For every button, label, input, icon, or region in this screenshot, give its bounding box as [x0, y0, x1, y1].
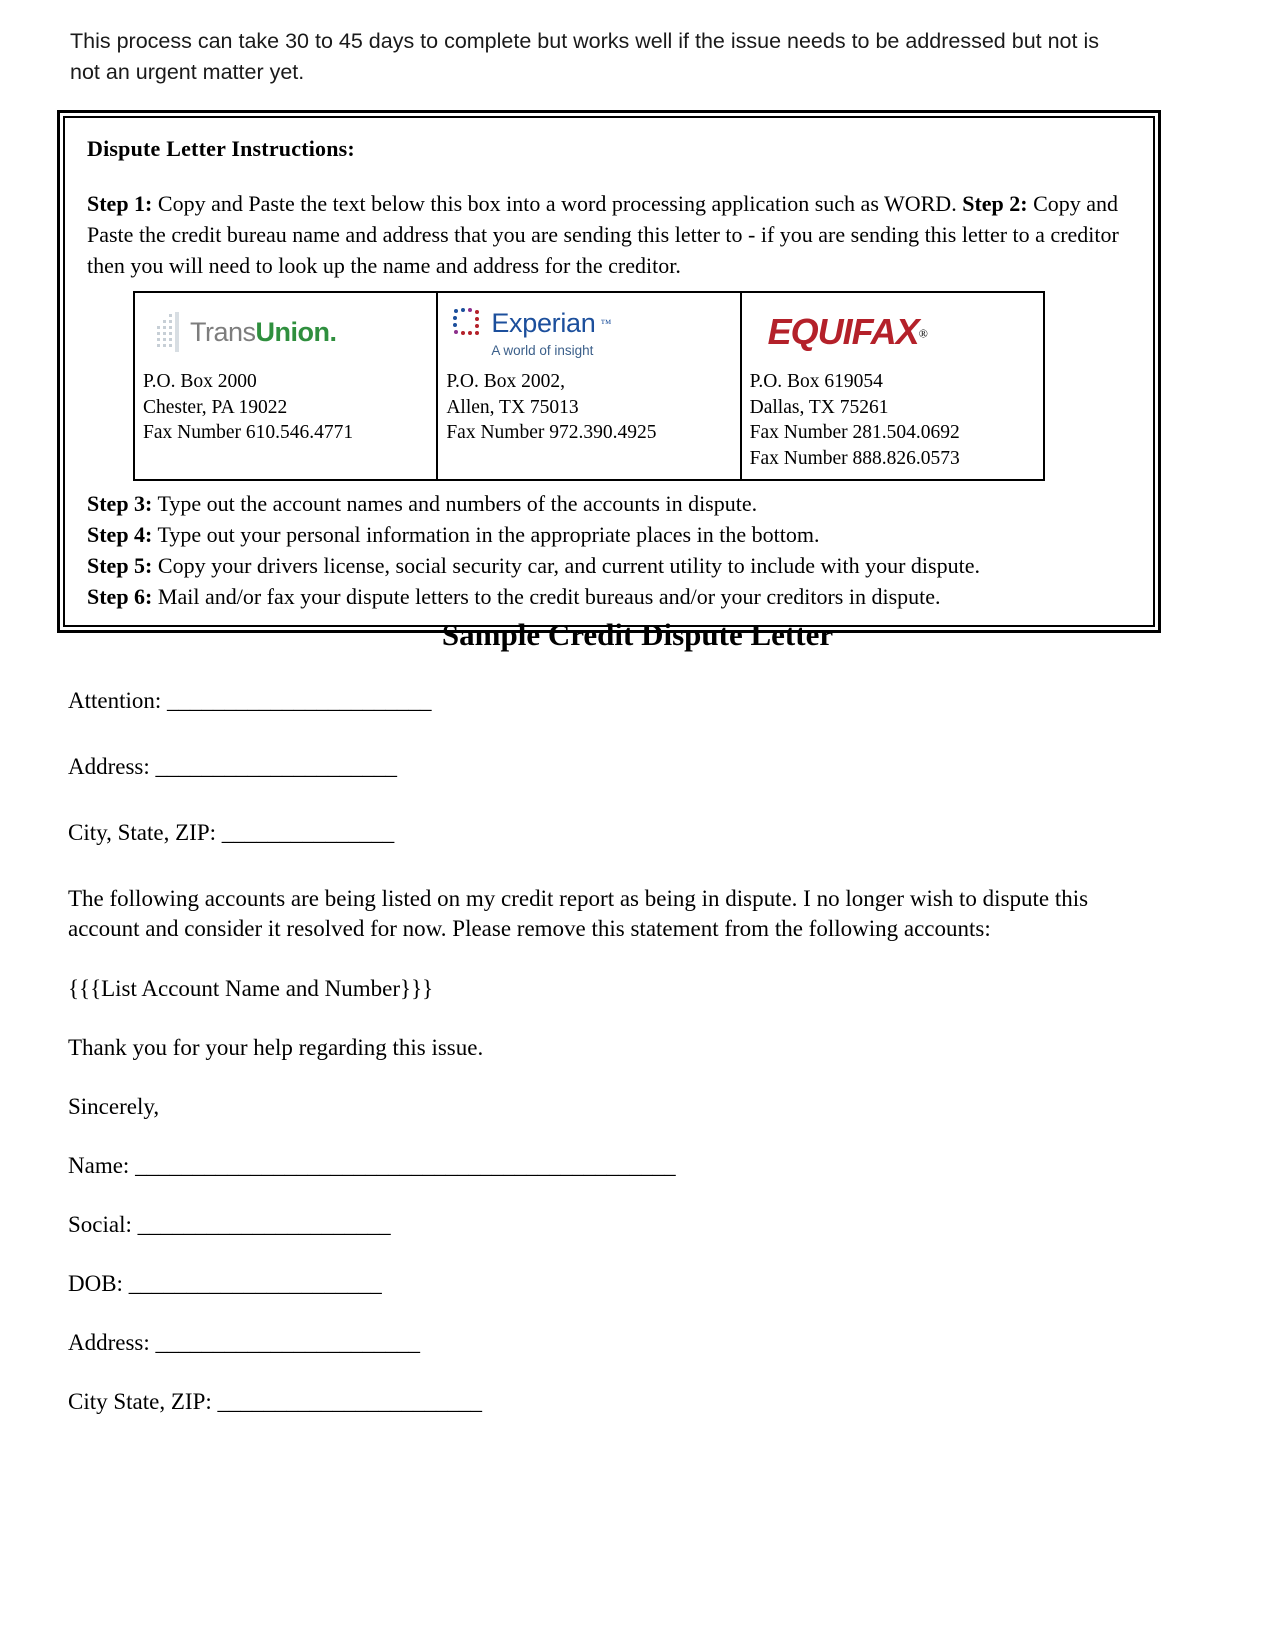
signature-social-label: Social: [68, 1212, 132, 1237]
instructions-step1-step2-paragraph [87, 188, 1131, 281]
letter-body-paragraph: The following accounts are being listed on my credit report as being in dispute. I no longer wish to dispute this account and consider it resolved for now. Please remove this statement from the following accounts: [68, 886, 1089, 941]
transunion-word-dot: . [329, 316, 337, 347]
bureau-address-line: P.O. Box 2002, [446, 371, 565, 392]
signature-name-label: Name: [68, 1153, 130, 1178]
step1-label: Step 1: [87, 191, 153, 216]
signature-address-label: Address: [68, 1330, 150, 1355]
step5-label: Step 5: [87, 553, 153, 578]
experian-tm-mark: ™ [600, 317, 612, 330]
experian-mark-icon [452, 307, 486, 341]
field-city-state-zip-blank[interactable]: _______________ [221, 820, 395, 845]
field-address [68, 752, 1108, 781]
bureau-address-line: P.O. Box 619054 [749, 371, 883, 392]
credit-bureau-table [133, 291, 1045, 481]
bureau-fax-line: Fax Number 281.504.0692 [749, 422, 960, 443]
bureau-address-line: Allen, TX 75013 [446, 396, 579, 418]
transunion-word-union: Union [255, 316, 330, 347]
letter-closing: Sincerely, [68, 1094, 160, 1119]
equifax-wordmark: EQUIFAX [767, 311, 919, 352]
equifax-logo [752, 303, 1035, 361]
signature-field-address [68, 1328, 1108, 1357]
field-city-state-zip-label: City, State, ZIP: [68, 820, 217, 845]
step4-label: Step 4: [87, 522, 153, 547]
field-attention-label: Attention: [68, 688, 162, 713]
instructions-step-4 [87, 518, 1131, 549]
signature-dob-label: DOB: [68, 1271, 123, 1296]
transunion-logo-wrap [145, 312, 337, 352]
step6-label: Step 6: [87, 584, 153, 609]
field-address-blank[interactable]: _____________________ [155, 754, 398, 779]
step5-text: Copy your drivers license, social security car, and current utility to include with your dispute. [152, 553, 980, 578]
instructions-step-6 [87, 580, 1131, 611]
field-attention-blank[interactable]: _______________________ [167, 688, 432, 713]
signature-city-state-zip-blank[interactable]: _______________________ [217, 1389, 482, 1414]
experian-logo [448, 303, 731, 361]
transunion-wordmark [190, 317, 337, 348]
transunion-mark-icon [157, 312, 183, 352]
account-placeholder: {{{List Account Name and Number}}} [68, 976, 434, 1001]
instructions-heading: Dispute Letter Instructions: [87, 136, 355, 161]
bureau-address-line: Dallas, TX 75261 [749, 396, 889, 418]
signature-name-blank[interactable]: _______________________________________________ [135, 1153, 676, 1178]
bureau-address-line: Chester, PA 19022 [143, 396, 288, 418]
step3-text: Type out the account names and numbers of the accounts in dispute. [152, 491, 758, 516]
transunion-word-trans: Trans [190, 316, 256, 347]
transunion-logo [145, 303, 428, 361]
equifax-registered-mark: ® [918, 326, 928, 341]
bureau-cell-experian [437, 292, 740, 480]
bureau-fax-line: Fax Number 610.546.4771 [143, 422, 354, 443]
field-attention [68, 686, 1108, 715]
table-row [134, 292, 1044, 480]
step2-label: Step 2: [962, 191, 1028, 216]
bureau-cell-equifax [741, 292, 1044, 480]
bureau-address-line: P.O. Box 2000 [143, 371, 257, 392]
signature-field-social [68, 1210, 1108, 1239]
instructions-step-3 [87, 487, 1131, 518]
letter-body [68, 686, 1108, 1446]
experian-logo-top [452, 307, 611, 341]
page-title: Sample Credit Dispute Letter [441, 617, 834, 652]
step2-text: Copy and Paste the credit bureau name and address that you are sending this letter to - if you are sending this letter to a creditor then you will need to look up the name and address for the creditor. [87, 191, 1119, 278]
field-address-label: Address: [68, 754, 150, 779]
step4-text: Type out your personal information in the appropriate places in the bottom. [152, 522, 820, 547]
experian-tagline: A world of insight [491, 342, 594, 358]
dispute-instructions-inner [63, 116, 1155, 627]
letter-thanks: Thank you for your help regarding this issue. [68, 1035, 484, 1060]
signature-social-blank[interactable]: ______________________ [137, 1212, 391, 1237]
signature-dob-blank[interactable]: ______________________ [128, 1271, 382, 1296]
bureau-cell-transunion [134, 292, 437, 480]
experian-wordmark: Experian [491, 308, 596, 338]
intro-paragraph: This process can take 30 to 45 days to complete but works well if the issue needs to be addressed but not is not an urgent matter yet. [70, 29, 1099, 84]
step1-text: Copy and Paste the text below this box into a word processing application such as WORD. [152, 191, 963, 216]
signature-field-dob [68, 1269, 1108, 1298]
signature-address-blank[interactable]: _______________________ [155, 1330, 421, 1355]
instructions-step-5 [87, 549, 1131, 580]
dispute-instructions-box [57, 110, 1161, 633]
step3-label: Step 3: [87, 491, 153, 516]
equifax-logo-wrap [752, 311, 928, 353]
field-city-state-zip [68, 818, 1108, 847]
step6-text: Mail and/or fax your dispute letters to the credit bureaus and/or your creditors in dispute. [152, 584, 941, 609]
bureau-fax-line-secondary: Fax Number 888.826.0573 [749, 447, 960, 469]
experian-logo-wrap [448, 307, 611, 358]
signature-field-city-state-zip [68, 1387, 1108, 1416]
bureau-fax-line: Fax Number 972.390.4925 [446, 422, 657, 443]
signature-field-name [68, 1151, 1108, 1180]
signature-city-state-zip-label: City State, ZIP: [68, 1389, 212, 1414]
